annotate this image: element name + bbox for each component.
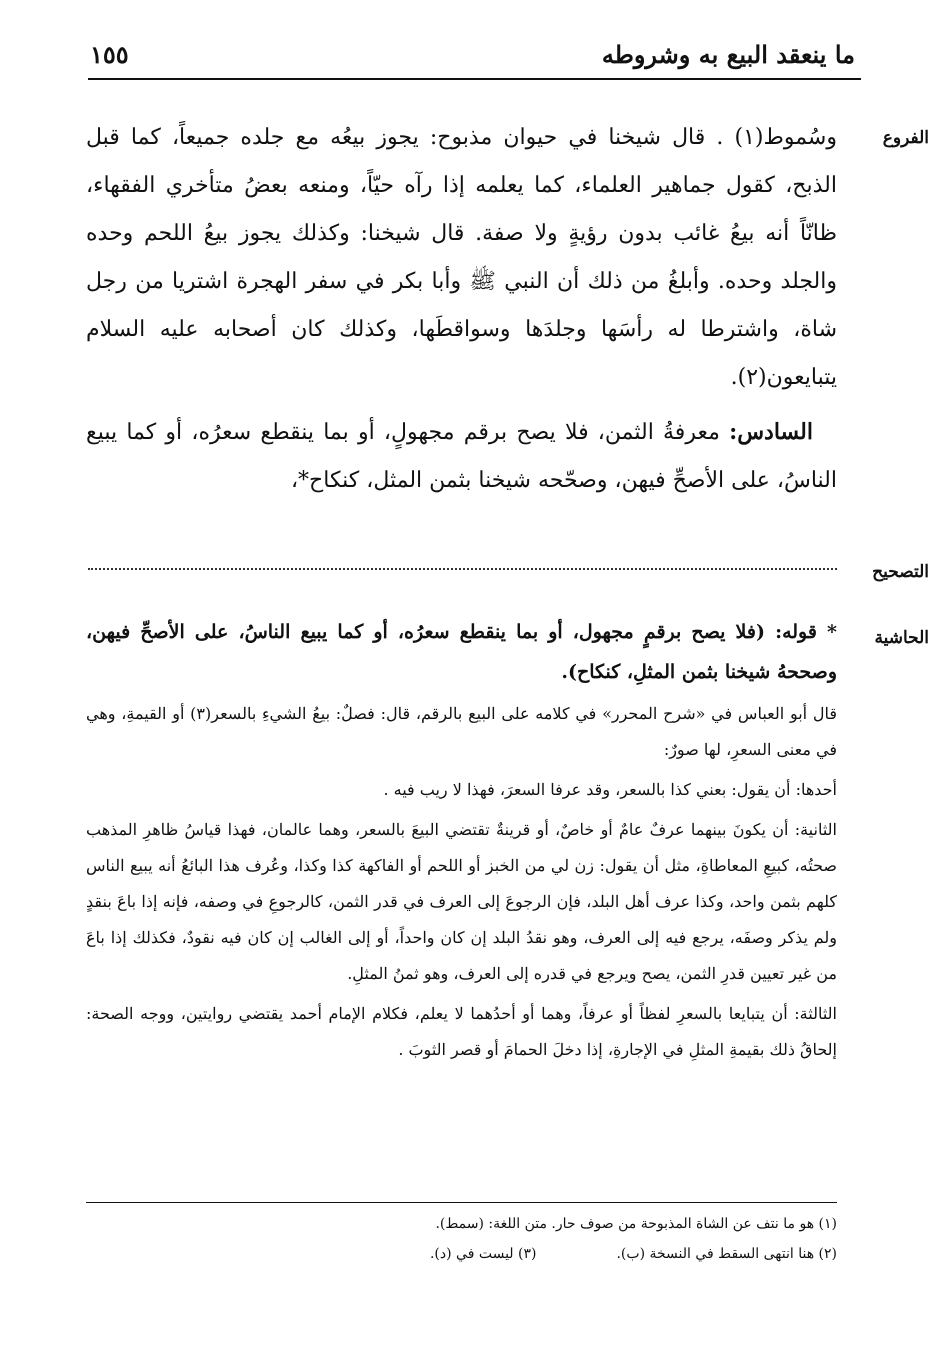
hashiya-paragraph-4: الثالثة: أن يتبايعا بالسعرِ لفظاً أو عرفاً، وهما أو أحدُهما لا يعلم، فكلام الإمام أحمد يقتضي روايتين، ووجه الصحة: إلحاقُ ذلك بقيمةِ المثلِ في الإجارةِ، إذا دخلَ الحمامَ أو قصر الثوبَ . [86,1004,837,1059]
footnote-1: (١) هو ما نتف عن الشاة المذبوحة من صوف حار. متن اللغة: (سمط). [435,1216,837,1232]
tashih-dotted-line [88,568,837,570]
footnotes [86,1202,837,1269]
running-header [90,40,855,76]
main-text [86,114,837,505]
hashiya-quote: * قوله: (فلا يصح برقمٍ مجهول، أو بما ينقطع سعرُه، أو كما يبيع الناسُ، على الأصحِّ فيهن، وصححهُ شيخنا بثمن المثلِ، كنكاح). [86,621,837,683]
footnote-2: (٢) هنا انتهى السقط في النسخة (ب). [616,1246,837,1262]
hashiya-paragraph-3: الثانية: أن يكونَ بينهما عرفٌ عامٌ أو خاصٌ، أو قرينةٌ تقتضي البيعَ بالسعر، وهما عالمان، فهذا قياسُ ظاهرِ المذهب صحتُه، كبيعِ المعاطاةِ، مثل أن يقول: زن لي من الخبز أو اللحم أو الفاكهة كذا وكذا، وعُرف هذا البائعُ أنه يبيع الناس كلهم بثمن واحد، وكذا عرف أهل البلد، فإن الرجوعَ إلى العرف في قدر الثمن، كالرجوعِ في وصفه، فإنه إذا باعَ بنقدٍ ولم يذكر وصفَه، يرجع فيه إلى العرف، وهو نقدُ البلد إن كان واحداً، أو إلى الغالب إن كان فيه نقودٌ، فكذلك إذا باعَ من غير تعيين قدرِ الثمن، يصح ويرجع في قدره إلى العرف، وهو ثمنُ المثلِ. [86,820,837,983]
hashiya-text [86,612,837,1068]
section-label-furu: الفروع [882,128,929,148]
main-paragraph-1: وسُموط(١) . قال شيخنا في حيوان مذبوح: يجوز بيعُه مع جلده جميعاً، كما قبل الذبح، كقول جماهير العلماء، كما يعلمه إذا رآه حيّاً، ومنعه بعضُ متأخري الفقهاء، ظانّاً أنه بيعُ غائب بدون رؤيةٍ ولا صفة. قال شيخنا: وكذلك يجوز بيعُ اللحم وحده والجلد وحده. وأبلغُ من ذلك أن النبي ﷺ وأبا بكر في سفر الهجرة اشتريا من رجل شاة، واشترطا له رأسَها وجلدَها وسواقطَها، وكذلك كان أصحابه عليه السلام يتبايعون(٢). [86,125,838,390]
section-label-tashih: التصحيح [872,562,929,582]
section-label-hashiya: الحاشية [874,628,929,648]
main-paragraph-2-lead: السادس: [729,419,813,445]
footnote-3: (٣) ليست في (د). [429,1246,537,1262]
main-paragraph-2-text: معرفةُ الثمن، فلا يصح برقم مجهولٍ، أو بما ينقطع سعرُه، أو كما يبيع الناسُ، على الأصحِّ فيهن، وصحّحه شيخنا بثمن المثل، كنكاح*، [86,420,837,493]
header-rule [88,78,861,80]
hashiya-paragraph-2: أحدها: أن يقول: بعني كذا بالسعر، وقد عرفا السعرَ، فهذا لا ريب فيه . [383,780,837,799]
footnote-row [86,1239,837,1269]
hashiya-paragraph-1: قال أبو العباس في «شرح المحرر» في كلامه على البيع بالرقم، قال: فصلٌ: بيعُ الشيءِ بالسعر(٣) أو القيمةِ، وهي في معنى السعرِ، لها صورٌ: [86,704,838,759]
chapter-title: ما ينعقد البيع به وشروطه [601,40,855,69]
main-paragraph-2 [86,408,837,505]
page-number: ١٥٥ [90,40,129,69]
